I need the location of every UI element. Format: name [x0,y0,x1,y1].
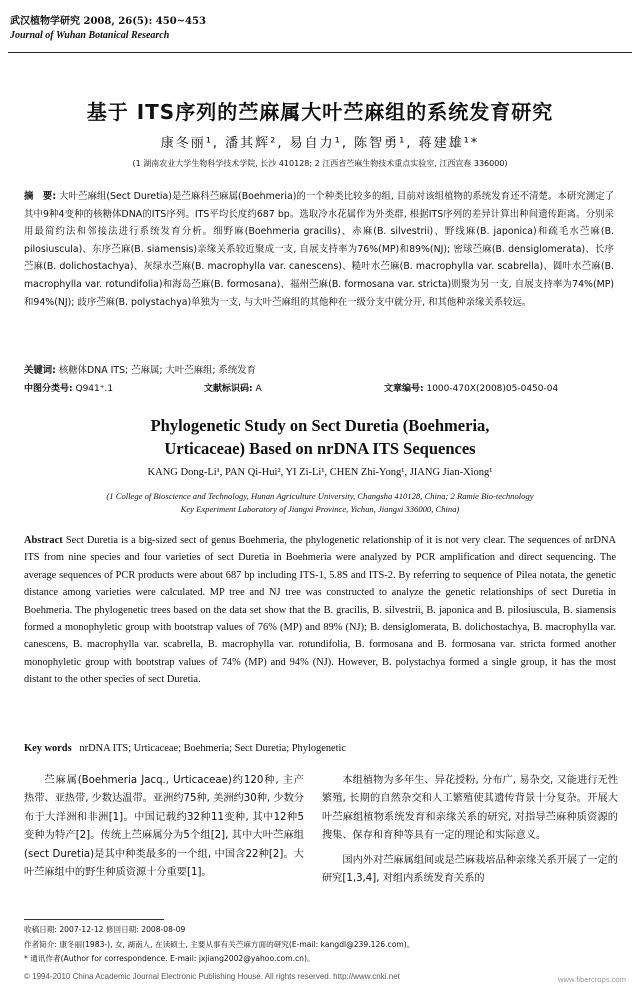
affiliations-en-line1: (1 College of Bioscience and Technology, Hunan Agriculture University, Changsha 410128, China; 2 Ramie Bio-technology [106,491,534,501]
keywords-cn-text: 核糖体DNA ITS; 苎麻属; 大叶苎麻组; 系统发育 [58,365,256,376]
footnote-author-info: 作者简介: 康冬丽(1983-), 女, 湖南人, 在读硕士, 主要从事有关苎麻方面的研究(E-mail: kangdl@239.126.com)。 [24,939,415,949]
abstract-en [24,532,616,689]
authors-cn: 康冬丽¹, 潘其辉², 易自力¹, 陈智勇¹, 蒋建雄¹* [160,136,480,151]
doc-code: 文献标识码: A [204,384,262,394]
footnote-rule [24,919,164,920]
paper-title-en-line2: Urticaceae) Based on nrDNA ITS Sequences [164,439,476,458]
footnote-received: 收稿日期: 2007-12-12 修回日期: 2008-08-09 [24,925,186,934]
footnote-corresponding: * 通讯作者(Author for correspondence. E-mail: jxjiang2002@yahoo.com.cn)。 [24,954,315,963]
copyright-line: © 1994-2010 China Academic Journal Electronic Publishing House. All rights reserved. http://www.cnki.net [24,972,400,981]
body-right-paragraph-2: 国内外对苎麻属组间或是苎麻栽培品种亲缘关系开展了一定的研究[1,3,4], 对组内系统发育关系的 [322,854,618,885]
abstract-cn [24,188,614,311]
affiliations-en [0,490,640,516]
abstract-cn-text: 大叶苎麻组(Sect Duretia)是苎麻科苎麻属(Boehmeria)的一个种类比较多的组, 目前对该组植物的系统发育还不清楚。本研究测定了其中9种4变种的核糖体DNA的ITS序列。ITS平均长度约687 bp。选取冷水花属作为外类群, 根据ITS序列的差异计算出种间遗传距离。分别采用最简约法和邻接法进行系统发育分析。细野麻(Boehmeria gracilis)、赤麻(B. silvestrii)、野线麻(B. japonica)和疏毛水苎麻(B. pilosiuscula)、东序苎麻(B. siamensis)亲缘关系较近聚成一支, 自展支持率为76%(MP)和89%(NJ); 密球苎麻(B. densiglomerata)、长序苎麻(B. dolichostachya)、灰绿水苎麻(B. macrophylla var. canescens)、糙叶水苎麻(B. macrophylla var. scabrella)、圆叶水苎麻(B. macrophylla var. rotundifolia)和海岛苎麻(B. formosana)、福州苎麻(B. formosana var. stricta)则聚为另一支, 自展支持率为74%(MP)和94%(NJ); 歧序苎麻(B. polystachya)单独为一支, 与大叶苎麻组的其他种在一级分支中就分开, 和其他种亲缘关系较远。 [24,191,615,308]
paper-title-cn: 基于 ITS序列的苎麻属大叶苎麻组的系统发育研究 [86,100,554,124]
authors-en: KANG Dong-Li¹, PAN Qi-Hui², YI Zi-Li¹, CHEN Zhi-Yong¹, JIANG Jian-Xiong¹ [147,467,493,478]
keywords-cn [24,362,614,376]
keywords-en-text: nrDNA ITS; Urticaceae; Boehmeria; Sect Duretia; Phylogenetic [79,743,347,754]
body-right-column [322,772,618,888]
abstract-en-label: Abstract [24,535,63,546]
paper-title-en-line1: Phylogenetic Study on Sect Duretia (Boehmeria, [150,416,490,435]
keywords-en [24,743,616,754]
affiliations-en-line2: Key Experiment Laboratory of Jiangxi Province, Yichun, Jiangxi 336000, China) [180,504,460,514]
abstract-cn-label: 摘 要: [24,191,57,202]
article-no: 文章编号: 1000-470X(2008)05-0450-04 [384,384,559,394]
body-left-column: 苎麻属(Boehmeria Jacq., Urticaceae)约120种, 主产热带、亚热带, 少数达温带。亚洲约75种, 美洲约30种, 少数分布于大洋洲和非洲[1]。中国记载约32种11变种, 其中12种5变种为特产[2]。传统上苎麻属分为5个组[2], 其中大叶苎麻组(sect Duretia)是其中种类最多的一个组, 中国含22种[2]。大叶苎麻组中的野生种质资源十分重要[1]。 [24,775,304,879]
abstract-en-text: Sect Duretia is a big-sized sect of genus Boehmeria, the phylogenetic relationship of it is not very clear. The sequences of nrDNA ITS from nine species and four varieties of sect Duretia in Boehmeria were analyzed by PCR amplification and direct sequencing. The average sequences of PCR products were about 687 bp including ITS-1, 5.8S and ITS-2. By referring to sequence of Pilea notata, the genetic distance among varieties were calculated. MP tree and NJ tree was constructed to analyze the genetic relationships of sect Duretia in Boehmeria. The phylogenetic trees based on the data set show that the B. gracilis, B. silvestrii, B. japonica and B. pilosiuscula, B. siamensis formed a monophyletic group with bootstrap values of 76% (MP) and 89% (NJ); B. densiglomerata, B. dolichostachya, B. macrophylla var. canescens, B. macrophylla var. scabrella, B. macrophylla var. rotundifolia, B. formosana and B. formosana var. stricta formed another monophyletic group with bootstrap values of 74% (MP) and 94% (NJ). However, B. polystachya formed a single group, it has the most distant to the other species of sect Duretia. [24,535,616,686]
keywords-en-label: Key words [24,743,72,754]
class-no: 中图分类号: Q941⁺.1 [24,384,114,394]
keywords-cn-label: 关键词: [24,365,56,376]
journal-header-en: Journal of Wuhan Botanical Research [10,30,170,41]
paper-title-en [0,414,640,460]
header-rule [8,52,632,53]
affiliations-cn: (1 湖南农业大学生物科学技术学院, 长沙 410128; 2 江西省苎麻生物技术重点实验室, 江西宜春 336000) [132,159,508,168]
body-right-paragraph-1: 本组植物为多年生、异花授粉, 分布广, 易杂交, 又能进行无性繁殖, 长期的自然杂交和人工繁殖使其遗传背景十分复杂。开展大叶苎麻组植物系统发育和亲缘关系的研究, 对指导苎麻种质资源的搜集、保存和育种等具有一定的理论和实际意义。 [322,775,618,842]
journal-header-cn: 武汉植物学研究 2008, 26(5): 450~453 [10,16,206,27]
footnotes [24,923,616,967]
site-watermark: www.fibercrops.com [558,975,626,984]
